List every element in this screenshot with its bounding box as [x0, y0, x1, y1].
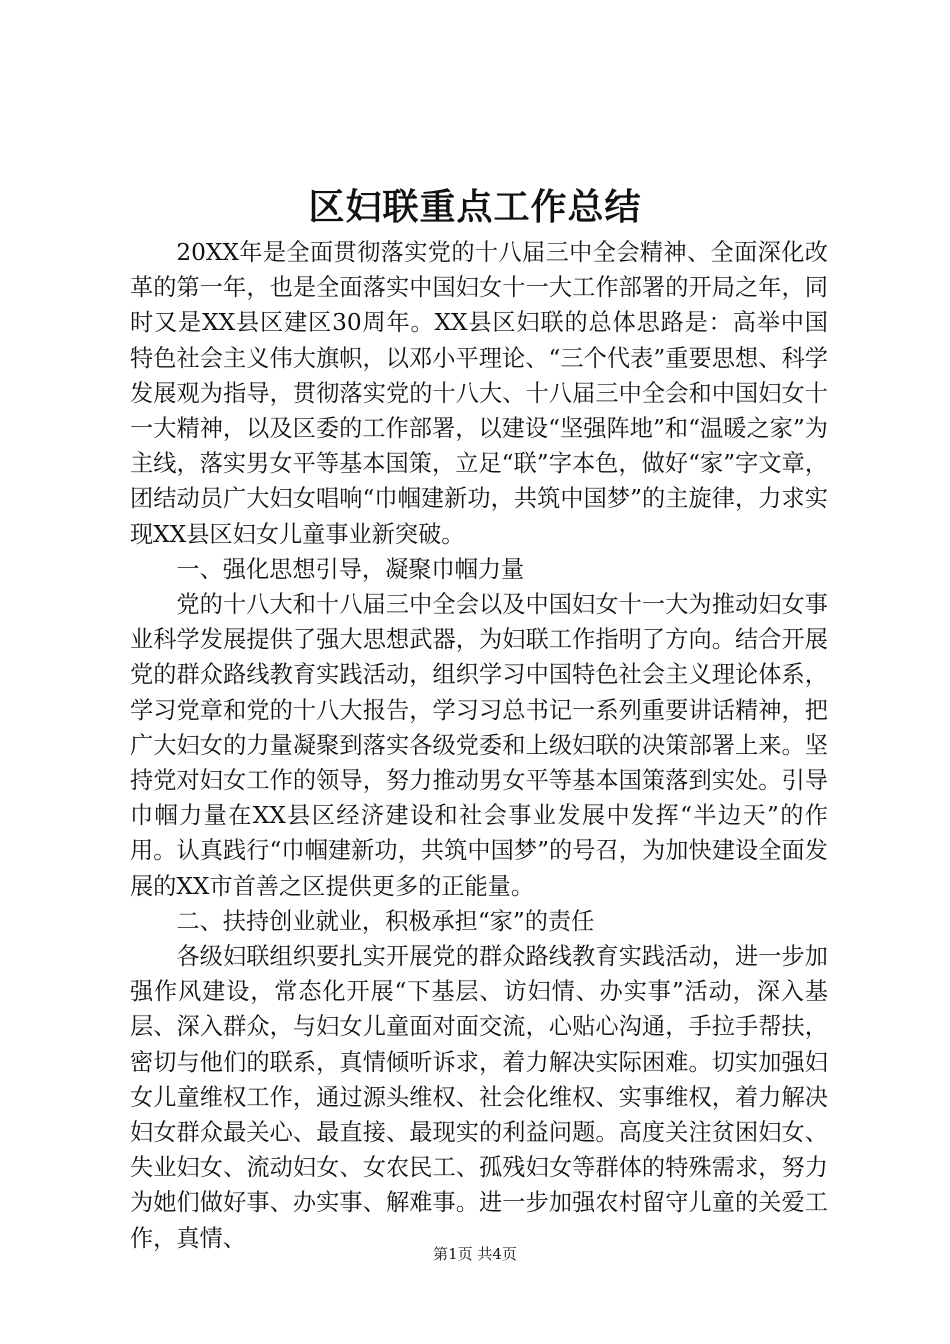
paragraph-section-1: 党的十八大和十八届三中全会以及中国妇女十一大为推动妇女事业科学发展提供了强大思想武器，为妇联工作指明了方向。结合开展党的群众路线教育实践活动，组织学习中国特色社会主义理论体系，学习党章和党的十八大报告，学习习总书记一系列重要讲话精神，把广大妇女的力量凝聚到落实各级党委和上级妇联的决策部署上来。坚持党对妇女工作的领导，努力推动男女平等基本国策落到实处。引导巾帼力量在XX县区经济建设和社会事业发展中发挥“半边天”的作用。认真践行“巾帼建新功，共筑中国梦”的号召，为加快建设全面发展的XX市首善之区提供更多的正能量。 [130, 591, 828, 900]
section-heading-2: 二、扶持创业就业，积极承担“家”的责任 [176, 907, 595, 935]
document-body [130, 235, 828, 1256]
paragraph-section-2: 各级妇联组织要扎实开展党的群众路线教育实践活动，进一步加强作风建设，常态化开展“下基层、访妇情、办实事”活动，深入基层、深入群众，与妇女儿童面对面交流，心贴心沟通，手拉手帮扶，密切与他们的联系，真情倾听诉求，着力解决实际困难。切实加强妇女儿童维权工作，通过源头维权、社会化维权、实事维权，着力解决妇女群众最关心、最直接、最现实的利益问题。高度关注贫困妇女、失业妇女、流动妇女、女农民工、孤残妇女等群体的特殊需求，努力为她们做好事、办实事、解难事。进一步加强农村留守儿童的关爱工作，真情、 [130, 943, 828, 1252]
page-footer: 第1页 共4页 [433, 1245, 517, 1263]
paragraph-intro: 20XX年是全面贯彻落实党的十八届三中全会精神、全面深化改革的第一年，也是全面落实中国妇女十一大工作部署的开局之年，同时又是XX县区建区30周年。XX县区妇联的总体思路是：高举中国特色社会主义伟大旗帜，以邓小平理论、“三个代表”重要思想、科学发展观为指导，贯彻落实党的十八大、十八届三中全会和中国妇女十一大精神，以及区委的工作部署，以建设“坚强阵地”和“温暖之家”为主线，落实男女平等基本国策，立足“联”字本色，做好“家”字文章，团结动员广大妇女唱响“巾帼建新功，共筑中国梦”的主旋律，力求实现XX县区妇女儿童事业新突破。 [130, 239, 828, 548]
section-heading-1: 一、强化思想引导，凝聚巾帼力量 [176, 555, 525, 583]
document-title: 区妇联重点工作总结 [308, 187, 642, 228]
